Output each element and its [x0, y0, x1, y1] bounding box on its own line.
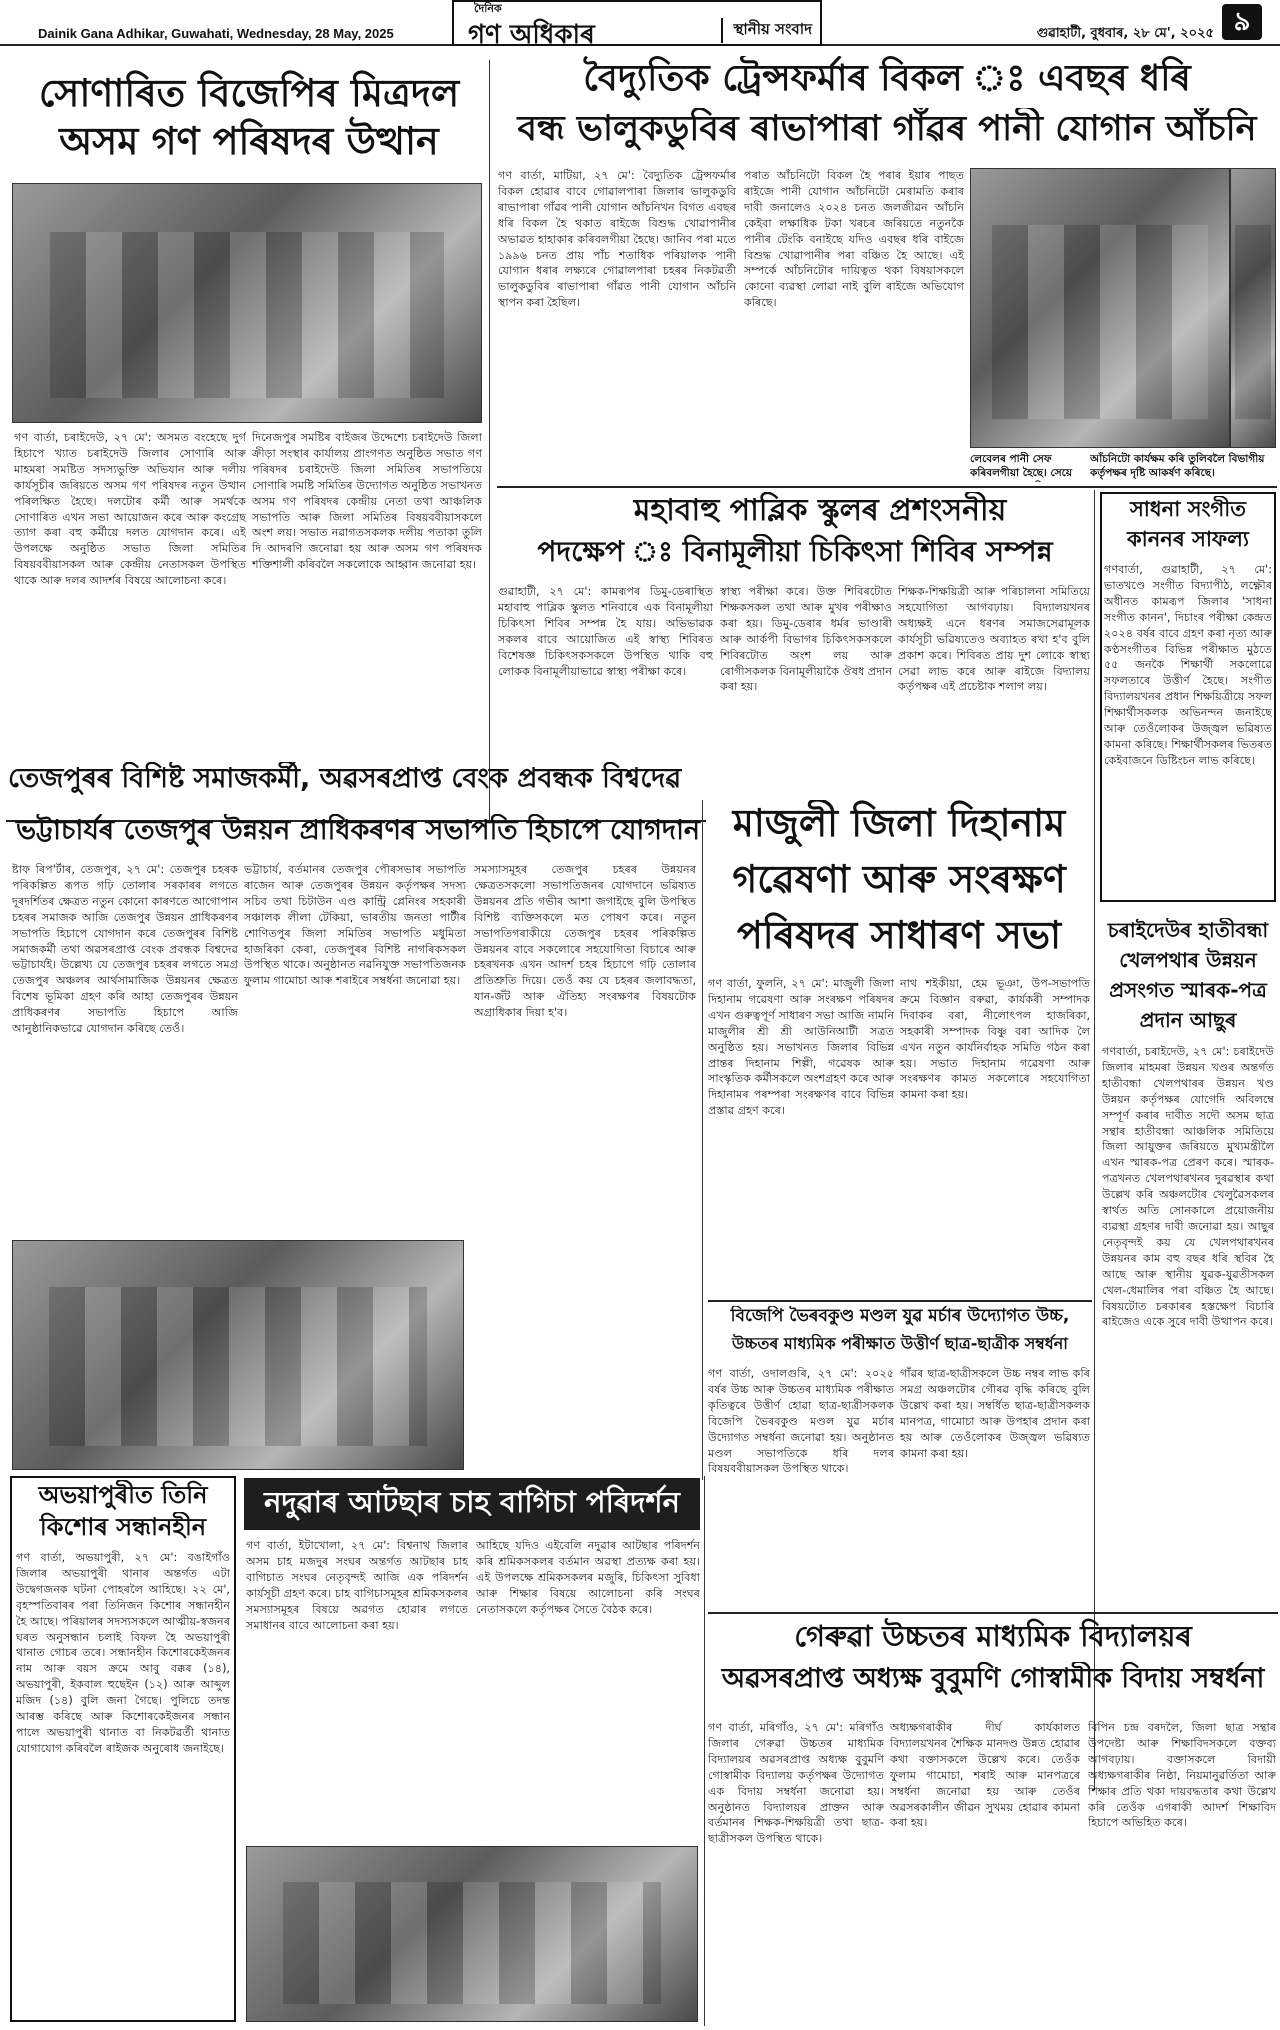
column-divider [489, 60, 490, 820]
a9-headline-line-2: কিশোৰ সন্ধানহীন [39, 1513, 207, 1541]
a6-headline-line-1: বিজেপি ভৈৰবকুণ্ড মণ্ডল যুৱ মৰ্চাৰ উদ্যোগত উচ্চ, [730, 1306, 1070, 1326]
a9-headline-line-1: অভয়াপুৰীত তিনি [38, 1481, 208, 1509]
a8-headline-line-4: প্ৰদান আছুৰ [1139, 1008, 1237, 1032]
a10-headline: নদুৱাৰ আটছাৰ চাহ বাগিচা পৰিদৰ্শন [264, 1485, 680, 1519]
masthead-section: স্থানীয় সংবাদ [721, 18, 812, 43]
a2-column-2: পৰাত আঁচনিটো বিকল হৈ পৰাৰ ইয়াৰ পাছত ৰাইজে পানী যোগান আঁচনিটো মেৰামতি কৰাৰ দাবী জনালেও ২০২৪ চনত জলজীৱন আঁচনি কেইবা লক্ষাধিক টকা খৰচৰ জৰিয়তে নতুনকৈ পানীৰ টেংকি বনাইছে যদিও এবছৰ ধৰি বাইজে বিশুদ্ধ খোৱাপানীৰ পৰা বঞ্চিত হৈ আছে। এই সম্পৰ্কে আঁচনিটোৰ দায়িত্বত থকা বিষয়াসকলে কোনো ব্যৱস্থা লোৱা নাই বুলি ৰাইজে অভিযোগ কৰিছে। [744, 169, 964, 310]
a8-body: গণবাৰ্তা, চৰাইদেউ, ২৭ মে': চৰাইদেউ জিলাৰ মাহমৰা উন্নয়ন খণ্ডৰ অন্তৰ্গত হাতীবন্ধা খেলপথাৰৰ উন্নয়ন খণ্ড উন্নয়ন কৰ্তৃপক্ষৰ যোগেদি অবিলম্বে সম্পূৰ্ণ কৰাৰ দাবীত সদৌ অসম ছাত্ৰ সন্থাৰ হাতীবন্ধা আঞ্চলিক সমিতিয়ে জিলা আয়ুক্তৰ জৰিয়তে মুখ্যমন্ত্ৰীলৈ এখন স্মাৰক-পত্ৰ প্ৰেৰণ কৰে। স্মাৰক-পত্ৰখনত খেলপথাৰখনৰ দুৰৱস্থাৰ কথা উল্লেখ কৰি অঞ্চলটোৰ খেলুৱৈসকলৰ স্বাৰ্থত অতি সোনকালে প্ৰয়োজনীয় ব্যৱস্থা গ্ৰহণৰ দাবী জনোৱা হয়। আছুৰ নেতৃবৃন্দই কয় যে খেলপথাৰখনৰ উন্নয়নৰ কাম বহু বছৰ ধৰি স্থবিৰ হৈ আছে আৰু স্থানীয় যুৱক-যুৱতীসকল খেল-ধেমালিৰ পৰা বঞ্চিত হৈ আছে। বিষয়টোত চৰকাৰৰ হস্তক্ষেপ বিচাৰি ৰাইজেও একে সুৰে দাবী উত্থাপন কৰে। [1102, 1045, 1274, 1329]
header-date-assamese: গুৱাহাটী, বুধবাৰ, ২৮ মে', ২০২৫ [1036, 26, 1214, 41]
section-divider [708, 1300, 1092, 1302]
section-divider [708, 1612, 1278, 1614]
a3-column-2: স্বাস্থ্য পৰীক্ষা কৰে। উক্ত শিবিৰটোত শিক্ষকসকল তথা আৰু মুখৰ পৰীক্ষাও কৰা হয়। ডিমু-ডেৰাৰ ধৰ্মৰ ভাণ্ডাৰী আৰু আৰ্কপী বিভাগৰ চিকিৎসকসকলে শিবিৰটোত অংশ লয় আৰু ৰোগীসকলক বিনামূলীয়াকৈ ঔষধ প্ৰদান কৰা হয়। [720, 585, 892, 694]
a3-headline-line-2: পদক্ষেপ ঃ বিনামূলীয়া চিকিৎসা শিবিৰ সম্পন্ন [537, 535, 1053, 568]
a3-column-3: শিক্ষক-শিক্ষয়িত্ৰী আৰু পৰিচালনা সমিতিয়ে সহযোগিতা আগবঢ়ায়। বিদ্যালয়খনৰ অধ্যক্ষই এনে ধৰণৰ সমাজসেৱামূলক কাৰ্যসূচী ভৱিষ্যতেও অব্যাহত ৰখা হ'ব বুলি প্ৰকাশ কৰে। শিবিৰত প্ৰায় দুশ লোকে স্বাস্থ্য সেৱা লাভ কৰে আৰু ৰাইজে বিদ্যালয় কৰ্তৃপক্ষৰ এই প্ৰচেষ্টাক শলাগ লয়। [898, 585, 1090, 694]
a4-headline-line-2: ভট্টাচাৰ্যৰ তেজপুৰ উন্নয়ন প্ৰাধিকৰণৰ সভাপতি হিচাপে যোগদান [15, 815, 701, 846]
a7-body: গণবাৰ্তা, গুৱাহাটী, ২৭ মে': ভাতখণ্ডে সংগীত বিদ্যাপীঠ, লক্ষ্ণৌৰ অধীনত কামৰূপ জিলাৰ 'সাধনা সংগীত কানন', দিচাংৰ পৰীক্ষা কেন্দ্ৰত ২০২৪ বৰ্ষৰ বাবে গ্ৰহণ কৰা নৃত্য আৰু কণ্ঠসংগীতৰ বিভিন্ন পৰীক্ষাত মুঠতে ৫৫ জনকৈ শিক্ষাৰ্থী সকলোৱে সফলতাৰে উত্তীৰ্ণ হৈছে। সংগীত বিদ্যালয়খনৰ প্ৰধান শিক্ষয়িত্ৰীয়ে সফল শিক্ষাৰ্থীসকলক অভিনন্দন জনাইছে আৰু তেওঁলোকৰ উজ্জ্বল ভৱিষ্যত কামনা কৰিছে। শিক্ষাৰ্থীসকলৰ ভিতৰত কেইবাজনে ডিষ্টিংচন লাভ কৰিছে। [1104, 563, 1272, 767]
a4-column-2: ভট্টাচাৰ্য, বৰ্তমানৰ তেজপুৰ পৌৰসভাৰ সভাপতি ৰাজেন আৰু তেজপুৰৰ উন্নয়ন কৰ্তৃপক্ষৰ সদস্য সচিব তথা চিটাউন এণ্ড কান্ট্ৰি প্লেনিংৰ সহকাৰী সঞ্চালক লীলা টেকিয়া, ভাৰতীয় জনতা পাৰ্টীৰ শোণিতপুৰ জিলা সমিতিৰ সভাপতি মধুমিতা হাজৰিকা কেৰা, তেজপুৰৰ বিশিষ্ট নাগৰিকসকল উপস্থিত থাকে। অনুষ্ঠানত নৱনিযুক্ত সভাপতিজনক ফুলাম গামোচা আৰু শৰাইৰে সম্বৰ্ধনা জনোৱা হয়। [244, 863, 466, 988]
a6-headline-line-2: উচ্চতৰ মাধ্যমিক পৰীক্ষাত উত্তীৰ্ণ ছাত্ৰ-ছাত্ৰীক সম্বৰ্ধনা [732, 1334, 1068, 1353]
column-divider [704, 1476, 705, 2026]
a6-column-2: গাঁৱৰ ছাত্ৰ-ছাত্ৰীসকলে উচ্চ নম্বৰ লাভ কৰি সমগ্ৰ অঞ্চলটোৰ গৌৰৱ বৃদ্ধি কৰিছে বুলি উল্লেখ কৰা হয়। সম্বৰ্ধিত ছাত্ৰ-ছাত্ৰীসকলক মানপত্ৰ, গামোচা আৰু উপহাৰ প্ৰদান কৰা হয় আৰু তেওঁলোকৰ উজ্জ্বল ভৱিষ্যত কামনা কৰা হয়। [900, 1367, 1090, 1460]
a4-column-1: ষ্টাফ ৰিপ'ৰ্টাৰ, তেজপুৰ, ২৭ মে': তেজপুৰ চহৰক পৰিকল্পিত ৰূপত গঢ়ি তোলাৰ সৰকাৰৰ লগতে দূৰদৰ্শিতৰ ক্ষেত্ৰত নতুন কোনো কাৰণতে আগোপান চহৰৰ সমাজক আজি তেজপুৰ উন্নয়ন প্ৰাধিকৰণৰ সভাপতি হিচাপে যোগদান কৰে তেজপুৰৰ বিশিষ্ট সমাজকৰ্মী তথা অৱসৰপ্ৰাপ্ত বেংক প্ৰবন্ধক বিশ্বদেৱ ভট্টাচাৰ্যই। উল্লেখ্য যে তেজপুৰ চহৰৰ লগতে সমগ্ৰ তেজপুৰ অঞ্চলৰ আৰ্থসামাজিক উন্নয়নৰ ক্ষেত্ৰত বিশেষ ভূমিকা গ্ৰহণ কৰি আহা তেজপুৰৰ উন্নয়ন প্ৰাধিকৰণৰ সভাপতি হিচাপে আজি আনুষ্ঠানিকভাৱে যোগদান কৰিছে তেওঁ। [12, 863, 238, 1036]
a4-column-3: সমস্যাসমূহৰ তেজপুৰ চহৰৰ উন্নয়নৰ ক্ষেত্ৰতসকলো সভাপতিজনৰ যোগদানে ভৱিষ্যত উন্নয়নৰ প্ৰতি গভীৰ আশা জগাইছে বুলি উপস্থিত বিশিষ্ট ব্যক্তিসকলে মত পোষণ কৰে। নতুন সভাপতিগৰাকীয়ে তেজপুৰ চহৰৰ পৰিকল্পিত উন্নয়নৰ বাবে সকলোৰে সহযোগিতা বিচাৰে আৰু চহৰখনক এখন আদৰ্শ চহৰ হিচাপে গঢ়ি তোলাৰ প্ৰতিশ্ৰুতি দিয়ে। তেওঁ কয় যে চহৰৰ জলাবদ্ধতা, যান-জঁট আৰু ঐতিহ্য সংৰক্ষণৰ বিষয়টোক অগ্ৰাধিকাৰ দিয়া হ'ব। [474, 863, 696, 1020]
a4-photo [12, 1240, 464, 1470]
header-dateline: Dainik Gana Adhikar, Guwahati, Wednesday, 28 May, 2025 [38, 26, 394, 41]
a10-photo [246, 1846, 698, 2022]
a11-column-3: বিপিন চন্দ্ৰ বৰদলৈ, জিলা ছাত্ৰ সন্থাৰ উপদেষ্টা আৰু শিক্ষাবিদসকলে বক্তব্য আগবঢ়ায়। বক্তাসকলে বিদায়ী অধ্যক্ষগৰাকীৰ নিষ্ঠা, নিয়মানুৱৰ্তিতা আৰু শিক্ষাৰ প্ৰতি থকা দায়বদ্ধতাৰ কথা উল্লেখ কৰি তেওঁক এগৰাকী আদৰ্শ শিক্ষাবিদ হিচাপে অভিহিত কৰে। [1088, 1721, 1276, 1830]
column-divider [702, 800, 703, 1480]
a2-column-1: গণ বাৰ্তা, মাটিয়া, ২৭ মে': বৈদ্যুতিক ট্ৰেন্সফৰ্মাৰ বিকল হোৱাৰ বাবে গোৱালপাৰা জিলাৰ ভালুকডুবি ৰাভাপাৰা গাঁৱৰ পানী যোগান আঁচনিখন বিগত এবছৰ ধৰি বিকল হৈ থকাত ৰাইজে বিশুদ্ধ খোৱাপানীৰ অভাৱত হাহাকাৰ কৰিবলগীয়া হৈছে। জানিব পৰা মতে ১৯৯৬ চনত প্ৰায় পাঁচ শতাধিক পৰিয়ালক পানী যোগান ধৰাৰ লক্ষ্যৰে গোৱালপাৰা চহৰৰ নিকটৱৰ্তী ভালুকডুবিৰ ৰাভাপাৰা গাঁৱত পানী যোগান আঁচনি স্থাপন কৰা হৈছিল। [498, 169, 736, 310]
a11-column-1: গণ বাৰ্তা, মৰিগাঁও, ২৭ মে': মৰিগাঁও জিলাৰ গেৰুৱা উচ্চতৰ মাধ্যমিক বিদ্যালয়ৰ অৱসৰপ্ৰাপ্ত অধ্যক্ষ বুবুমণি গোস্বামীক বিদ্যালয় কৰ্তৃপক্ষৰ উদ্যোগত এক বিদায় সম্বৰ্ধনা জনোৱা হয়। অনুষ্ঠানত বিদ্যালয়ৰ প্ৰাক্তন আৰু বৰ্তমানৰ শিক্ষক-শিক্ষয়িত্ৰী তথা ছাত্ৰ-ছাত্ৰীসকল উপস্থিত থাকে। [708, 1721, 884, 1846]
section-divider [497, 486, 1277, 488]
a10-column-1: গণ বাৰ্তা, ইটাখোলা, ২৭ মে': বিশ্বনাথ জিলাৰ অসম চাহ মজদুৰ সংঘৰ অন্তৰ্গত আটছাৰ চাহ বাগিচাত সংঘৰ নেতৃবৃন্দই আজি এক পৰিদৰ্শন কাৰ্যসূচী গ্ৰহণ কৰে। চাহ বাগিচাসমূহৰ শ্ৰমিকসকলৰ সমস্যাসমূহৰ বিষয়ে অৱগত হোৱাৰ লগতে সমাধানৰ বাবে আলোচনা কৰা হয়। [246, 1539, 468, 1632]
a11-column-2: অধ্যক্ষগৰাকীৰ দীৰ্ঘ কাৰ্যকালত বিদ্যালয়খনৰ শৈক্ষিক মানদণ্ড উন্নত হোৱাৰ কথা বক্তাসকলে উল্লেখ কৰে। তেওঁক ফুলাম গামোচা, শৰাই আৰু মানপত্ৰৰে সম্বৰ্ধনা জনোৱা হয় আৰু তেওঁৰ অৱসৰকালীন জীৱন সুখময় হোৱাৰ কামনা কৰা হয়। [890, 1721, 1080, 1830]
a11-headline-line-2: অৱসৰপ্ৰাপ্ত অধ্যক্ষ বুবুমণি গোস্বামীক বিদায় সম্বৰ্ধনা [721, 1663, 1265, 1694]
a2-headline-line-2: বন্ধ ভালুকডুবিৰ ৰাভাপাৰা গাঁৱৰ পানী যোগান আঁচনি [517, 109, 1257, 149]
a3-column-1: গুৱাহাটী, ২৭ মে': কামৰূপৰ ডিমু-ডেৰাস্থিত মহাবাহু পাব্লিক স্কুলত শনিবাৰে এক বিনামূলীয়া চিকিৎসা শিবিৰ সম্পন্ন হৈ যায়। অভিভাৱক সকলৰ বাবে আয়োজিত এই স্বাস্থ্য শিবিৰত বিশেষজ্ঞ চিকিৎসকসকলে উপস্থিত থাকি বহু লোকক বিনামূলীয়াভাৱে স্বাস্থ্য পৰীক্ষা কৰে। [498, 585, 713, 678]
a7-headline-line-1: সাধনা সংগীত [1129, 497, 1247, 521]
a4-column-3-continued [474, 1240, 696, 1470]
a6-column-1: গণ বাৰ্তা, ওদালগুৰি, ২৭ মে': ২০২৫ বৰ্ষৰ উচ্চ আৰু উচ্চতৰ মাধ্যমিক পৰীক্ষাত কৃতিত্বৰে উত্তীৰ্ণ হোৱা ছাত্ৰ-ছাত্ৰীসকলক বিজেপি ভৈৰবকুণ্ড মণ্ডল যুৱ মৰ্চাৰ উদ্যোগত সম্বৰ্ধনা জনোৱা হয়। অনুষ্ঠানত মণ্ডল সভাপতিকে ধৰি দলৰ বিষয়ববীয়াসকল উপস্থিত থাকে। [708, 1367, 894, 1476]
a5-column-2: নাথ শইকীয়া, হেম ভূঞা, উপ-সভাপতি ক্ৰমে বিজ্ঞান বৰুৱা, কাৰ্যকৰী সম্পাদক দিবাকৰ বৰা, নীলোৎপল হাজৰিকা, সহকাৰী সম্পাদক বিষ্ণু বৰা আদিক লৈ এখন নতুন কাৰ্যনিৰ্বাহক সমিতি গঠন কৰা হয়। সভাত দিহানাম গৱেষণা আৰু সংৰক্ষণৰ কামত সকলোৰে সহযোগিতা কামনা কৰা হয়। [900, 977, 1090, 1102]
a8-headline-line-1: চৰাইদেউৰ হাতীবন্ধা [1107, 918, 1269, 942]
a9-body: গণ বাৰ্তা, অভয়াপুৰী, ২৭ মে': বঙাইগাঁও জিলাৰ অভয়াপুৰী থানাৰ অন্তৰ্গত এটা উদ্বেগজনক ঘটনা পোহৰলৈ আহিছে। ২২ মে', বৃহস্পতিবাৰৰ পৰা তিনিজন কিশোৰ সন্ধানহীন হৈ আছে। পৰিয়ালৰ সদস্যসকলে আত্মীয়-স্বজনৰ ঘৰত অনুসন্ধান চলাই বিফল হৈ অভয়াপুৰী থানাত গোচৰ তৰে। সন্ধানহীন কিশোৰকেইজনৰ নাম আৰু বয়স ক্ৰমে আবু বক্কৰ (১৪), অভয়াপুৰী, ইকবাল হুছেইন (১২) আৰু আব্দুল মজিদ (১৪) বুলি জনা গৈছে। পুলিচে তদন্ত আৰম্ভ কৰিছে আৰু কিশোৰকেইজনৰ সন্ধান পালে অভয়াপুৰী থানাত বা নিকটৱৰ্তী থানাত যোগাযোগ কৰিবলৈ ৰাইজক অনুৰোধ জনাইছে। [16, 1551, 230, 1755]
column-divider [1094, 490, 1095, 1790]
masthead-title: গণ অধিকাৰ [468, 20, 595, 46]
a5-column-1: গণ বাৰ্তা, ফুলনি, ২৭ মে': মাজুলী জিলা দিহানাম গৱেষণা আৰু সংৰক্ষণ পৰিষদৰ এখন গুৰুত্বপূৰ্ণ সাধাৰণ সভা আজি নামনি মাজুলীৰ শ্ৰী শ্ৰী আউনিআটী সত্ৰত অনুষ্ঠিত হয়। সভাখনত জিলাৰ বিভিন্ন প্ৰান্তৰ দিহানাম শিল্পী, গৱেষক আৰু সাংস্কৃতিক কৰ্মীসকলে অংশগ্ৰহণ কৰে আৰু দিহানামৰ পৰম্পৰা সংৰক্ষণৰ বাবে বিভিন্ন প্ৰস্তাৱ গ্ৰহণ কৰে। [708, 977, 894, 1118]
a1-photo [12, 183, 482, 423]
a5-headline-line-3: পৰিষদৰ সাধাৰণ সভা [736, 913, 1062, 957]
a11-headline-line-1: গেৰুৱা উচ্চতৰ মাধ্যমিক বিদ্যালয়ৰ [794, 1619, 1192, 1653]
a3-headline-line-1: মহাবাহু পাব্লিক স্কুলৰ প্ৰশংসনীয় [633, 493, 1007, 528]
masthead-small: দৈনিক [474, 2, 502, 15]
a5-headline-line-2: গৱেষণা আৰু সংৰক্ষণ [732, 857, 1066, 901]
a2-photo-1 [970, 168, 1230, 448]
a4-headline-line-1: তেজপুৰৰ বিশিষ্ট সমাজকৰ্মী, অৱসৰপ্ৰাপ্ত বেংক প্ৰবন্ধক বিশ্বদেৱ [8, 763, 682, 794]
a1-headline: সোণাৰিত বিজেপিৰ মিত্ৰদল অসম গণ পৰিষদৰ উত্থান [38, 71, 460, 163]
a1-column-2: দিনেজপুৰ সমষ্টিৰ বাইজৰ উদ্দেশ্যে চৰাইদেউ জিলা ক্ৰীড়া সংস্থাৰ কাৰ্যালয় প্ৰাংগণত অনুষ্ঠিত সভাত গণ পৰিষদৰ চৰাইদেউ জিলা সমিতিৰ সভাপতিয়ে সোণাৰি সমষ্টি সমিতিৰ উদ্যোগত অনুষ্ঠিত সভাখনত অসম গণ পৰিষদৰ কেন্দ্ৰীয় নেতা তথা আঞ্চলিক সভাপতি আৰু জিলা সমিতিৰ বিষয়ববীয়াসকলে অংশ লয়। সভাত নৱাগতসকলক দলীয় পতাকা তুলি দি আদৰণি জনোৱা হয় আৰু অসম গণ পৰিষদক শক্তিশালী কৰিবলৈ সকলোকে আহ্বান জনোৱা হয়। [252, 431, 482, 572]
masthead [452, 0, 822, 46]
a1-column-1: গণ বাৰ্তা, চৰাইদেউ, ২৭ মে': অসমত বংহেছে দুৰ্গ হিচাপে খ্যাত চৰাইদেউ জিলাৰ সোণাৰি আৰু মাহমৰা সমষ্টিত সদস্যভুক্তি অভিযান আৰু দলীয় কাৰ্যসূচীৰ জৰিয়তে অসম গণ পৰিষদৰ নতুন উত্থান পৰিলক্ষিত হৈছে। দলটোৰ কৰ্মী আৰু সমৰ্থকে সোণাৰিত এখন সভা আয়োজন কৰে আৰু কংগ্ৰেছ ত্যাগ কৰা বহু কৰ্মীয়ে দলত যোগদান কৰে। এই উপলক্ষে অনুষ্ঠিত সভাত জিলা সমিতিৰ বিষয়ববীয়াসকল আৰু কেন্দ্ৰীয় নেতাসকল উপস্থিত থাকে আৰু দলৰ আদৰ্শৰ বিষয়ে আলোচনা কৰে। [14, 431, 246, 588]
a7-headline-line-2: কাননৰ সাফল্য [1126, 527, 1250, 551]
a10-column-2: আহিছে যদিও এইবেলি নদুৱাৰ আটছাৰ পৰিদৰ্শন কৰি শ্ৰমিকসকলৰ বৰ্তমান অৱস্থা প্ৰত্যক্ষ কৰা হয়। এই উপলক্ষে শ্ৰমিকসকলৰ মজুৰি, চিকিৎসা সুবিধা আৰু শিক্ষাৰ বিষয়ে আলোচনা কৰি সংঘৰ নেতাসকলে কৰ্তৃপক্ষৰ সৈতে বৈঠক কৰে। [476, 1539, 700, 1616]
a8-headline-line-3: প্ৰসংগত স্মাৰক-পত্ৰ [1109, 978, 1267, 1002]
a2-headline-line-1: বৈদ্যুতিক ট্ৰেন্সফৰ্মাৰ বিকল ঃ এবছৰ ধৰি [583, 58, 1191, 99]
a5-headline-line-1: মাজুলী জিলা দিহানাম [732, 801, 1066, 845]
page-number: ৯ [1222, 4, 1262, 40]
a2-caption-1: লেবেলৰ পানী সেফ কৰিবলগীয়া হৈছে। সেয়ে [970, 453, 1073, 480]
a2-photo-2 [1230, 168, 1276, 448]
a8-headline-line-2: খেলপথাৰ উন্নয়ন [1119, 948, 1257, 972]
a2-caption-2: আঁচনিটো কাৰ্যক্ষম কৰি তুলিবলৈ বিভাগীয় কৰ্তৃপক্ষৰ দৃষ্টি আকৰ্ষণ কৰিছে। [1090, 453, 1265, 480]
